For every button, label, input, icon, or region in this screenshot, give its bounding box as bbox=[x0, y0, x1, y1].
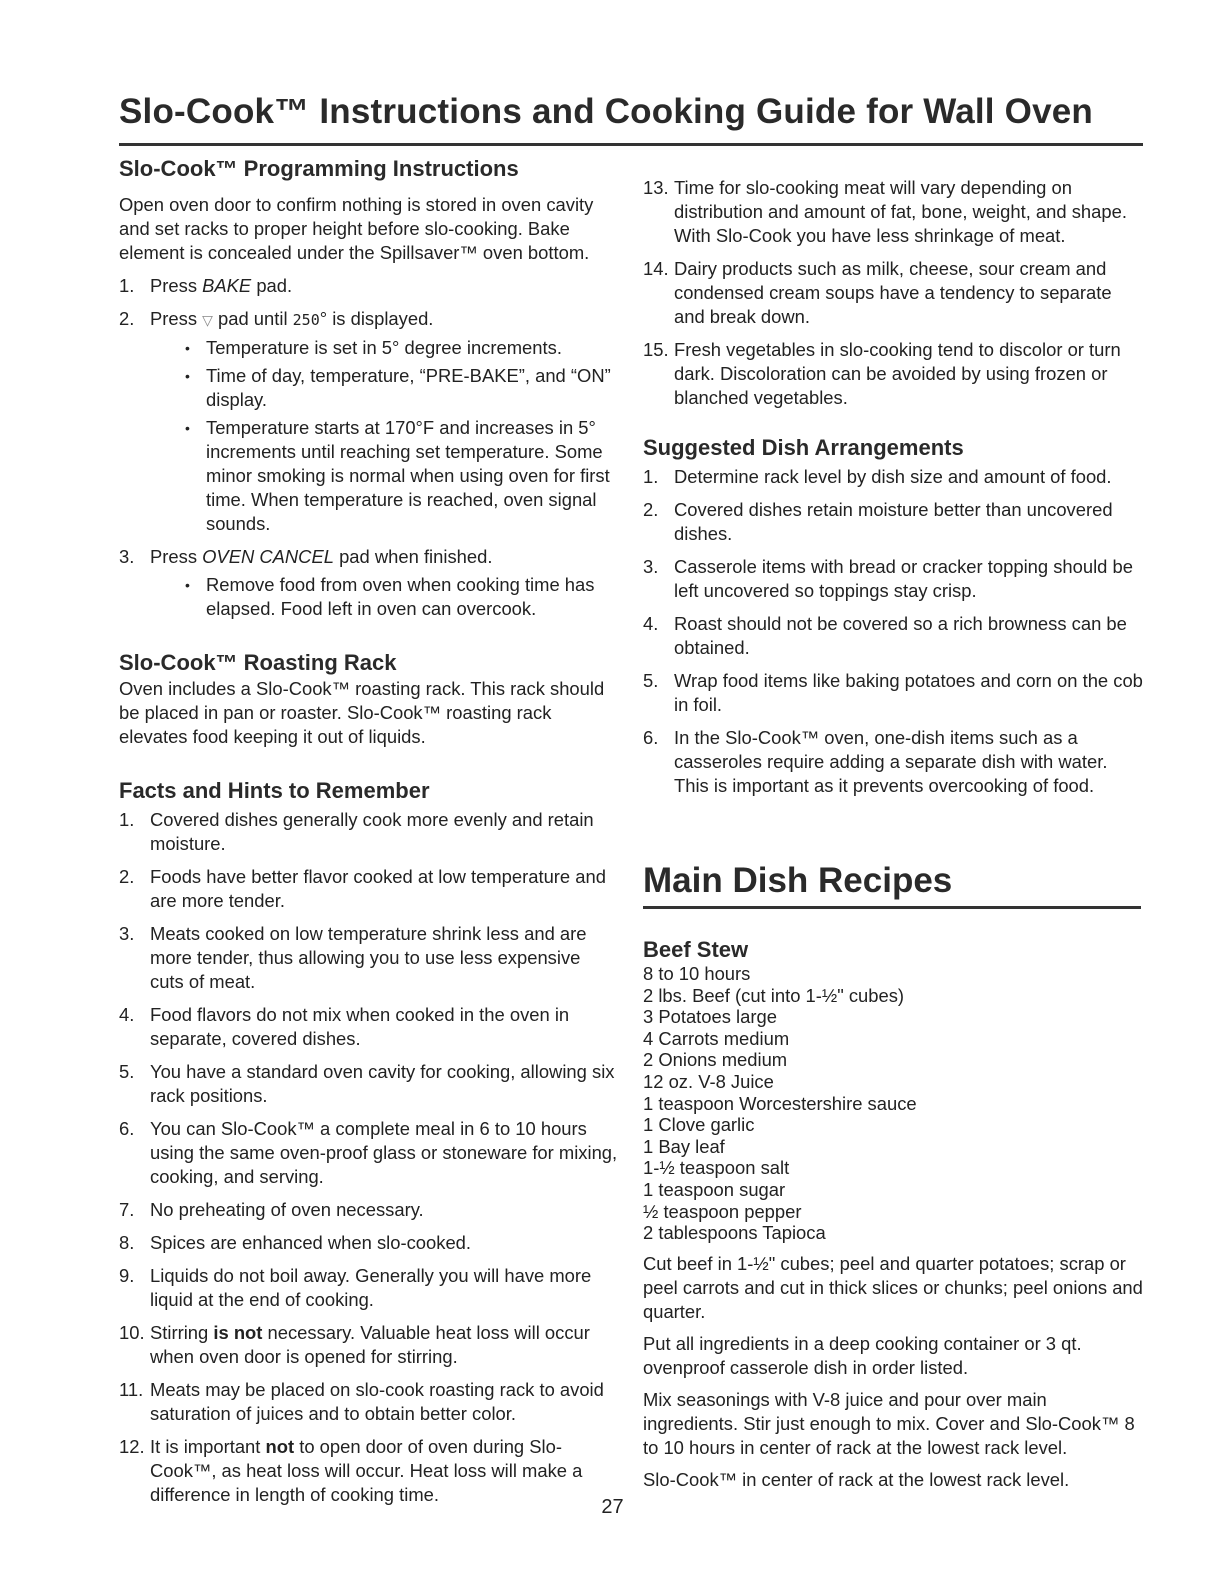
item-number: 13. bbox=[643, 177, 669, 198]
bullet-item: • Temperature starts at 170°F and increases in 5° increments until reaching set temperature. Some minor smoking is normal when using oven for first time. When temperature is reached, oven signal sounds. bbox=[150, 416, 619, 536]
facts-item bbox=[119, 1264, 619, 1312]
item-number: 2. bbox=[643, 499, 659, 520]
arrangement-item bbox=[643, 669, 1143, 717]
oven-cancel-pad-label: OVEN CANCEL bbox=[202, 546, 334, 567]
step-text: pad. bbox=[251, 275, 293, 296]
facts-list-continued bbox=[643, 176, 1143, 410]
recipes-section bbox=[643, 860, 1143, 909]
item-text: Covered dishes retain moisture better than uncovered dishes. bbox=[674, 499, 1113, 544]
facts-item bbox=[119, 865, 619, 913]
step-text: Press bbox=[150, 546, 203, 567]
item-text: Covered dishes generally cook more evenly and retain moisture. bbox=[150, 809, 594, 854]
item-text: Time for slo-cooking meat will vary depending on distribution and amount of fat, bone, weight, and shape. With Slo-Cook you have less shrinkage of meat. bbox=[674, 177, 1127, 246]
ingredient-line: 3 Potatoes large bbox=[643, 1006, 777, 1028]
step-text: Press bbox=[150, 308, 203, 329]
item-number: 6. bbox=[643, 727, 659, 748]
item-text: Foods have better flavor cooked at low temperature and are more tender. bbox=[150, 866, 606, 911]
emphasis-text: is not bbox=[213, 1322, 263, 1343]
step-number: 3. bbox=[119, 546, 135, 567]
item-number: 5. bbox=[643, 670, 659, 691]
ingredient-line: 1-½ teaspoon salt bbox=[643, 1157, 790, 1179]
step-number: 1. bbox=[119, 275, 135, 296]
arrangements-heading: Suggested Dish Arrangements bbox=[643, 435, 964, 460]
emphasis-text: not bbox=[265, 1436, 295, 1457]
item-number: 4. bbox=[643, 613, 659, 634]
page-title: Slo-Cook™ Instructions and Cooking Guide for Wall Oven bbox=[119, 92, 1093, 131]
bake-pad-label: BAKE bbox=[202, 275, 252, 296]
item-number: 5. bbox=[119, 1061, 135, 1082]
facts-item bbox=[119, 1321, 619, 1369]
step-text: pad until bbox=[212, 308, 293, 329]
ingredient-line: 12 oz. V-8 Juice bbox=[643, 1070, 774, 1092]
item-text: Wrap food items like baking potatoes and corn on the cob in foil. bbox=[674, 670, 1143, 715]
facts-item bbox=[119, 1003, 619, 1051]
item-text: You have a standard oven cavity for cooking, allowing six rack positions. bbox=[150, 1061, 615, 1106]
item-text: necessary. Valuable heat loss will occur when oven door is opened for stirring. bbox=[150, 1322, 590, 1367]
arrangement-item bbox=[643, 498, 1143, 546]
facts-item bbox=[119, 1117, 619, 1189]
ingredient-line: 1 Clove garlic bbox=[643, 1114, 755, 1136]
ingredient-line: 1 teaspoon sugar bbox=[643, 1178, 786, 1200]
item-text: In the Slo-Cook™ oven, one-dish items such as a casseroles require adding a separate dish with water. This is important as it prevents overcooking of food. bbox=[674, 727, 1108, 796]
step-number: 2. bbox=[119, 308, 135, 329]
facts-item bbox=[119, 1378, 619, 1426]
item-text: It is important bbox=[150, 1436, 266, 1457]
item-text: Roast should not be covered so a rich browness can be obtained. bbox=[674, 613, 1127, 658]
recipes-heading: Main Dish Recipes bbox=[643, 861, 953, 900]
item-number: 4. bbox=[119, 1004, 135, 1025]
item-text: Meats may be placed on slo-cook roasting rack to avoid saturation of juices and to obtain better color. bbox=[150, 1379, 604, 1424]
item-text: No preheating of oven necessary. bbox=[150, 1199, 424, 1220]
item-number: 1. bbox=[643, 466, 659, 487]
facts-list bbox=[119, 808, 619, 1507]
down-arrow-pad-icon: ▽ bbox=[202, 312, 213, 328]
item-number: 8. bbox=[119, 1232, 135, 1253]
item-text: Liquids do not boil away. Generally you will have more liquid at the end of cooking. bbox=[150, 1265, 592, 1310]
step-text: Press bbox=[150, 275, 203, 296]
arrangement-item bbox=[643, 555, 1143, 603]
recipe-paragraph: Cut beef in 1-½" cubes; peel and quarter potatoes; scrap or peel carrots and cut in thick slices or chunks; peel onions and quarter. bbox=[643, 1252, 1143, 1322]
step-text: ° is displayed. bbox=[319, 308, 434, 329]
item-text: Fresh vegetables in slo-cooking tend to discolor or turn dark. Discoloration can be avoided by using frozen or blanched vegetables. bbox=[674, 339, 1121, 408]
beef-stew-title: Beef Stew bbox=[643, 937, 749, 962]
arrangements-list bbox=[643, 465, 1143, 798]
item-text: Casserole items with bread or cracker topping should be left uncovered so toppings stay crisp. bbox=[674, 556, 1133, 601]
ingredient-line: 1 Bay leaf bbox=[643, 1135, 725, 1157]
ingredient-line: 2 lbs. Beef (cut into 1-½" cubes) bbox=[643, 984, 905, 1006]
beef-stew-ingredients bbox=[643, 963, 1143, 1244]
arrangement-item bbox=[643, 465, 1143, 489]
facts-item bbox=[119, 808, 619, 856]
step-3-bullets bbox=[150, 573, 619, 621]
programming-intro: Open oven door to confirm nothing is stored in oven cavity and set racks to proper height before slo-cooking. Bake element is concealed under the Spillsaver™ oven bottom. bbox=[119, 194, 594, 263]
recipe-paragraph: Put all ingredients in a deep cooking container or 3 qt. ovenproof casserole dish in order listed. bbox=[643, 1332, 1082, 1378]
item-number: 9. bbox=[119, 1265, 135, 1286]
title-rule bbox=[119, 143, 1143, 146]
item-text: Meats cooked on low temperature shrink less and are more tender, thus allowing you to use less expensive cuts of meat. bbox=[150, 923, 587, 992]
item-number: 15. bbox=[643, 339, 669, 360]
bullet-item: • Time of day, temperature, “PRE-BAKE”, and “ON” display. bbox=[150, 364, 619, 412]
item-number: 11. bbox=[119, 1379, 144, 1400]
item-text: Dairy products such as milk, cheese, sour cream and condensed cream soups have a tendency to separate and break down. bbox=[674, 258, 1112, 327]
item-number: 10. bbox=[119, 1322, 145, 1343]
item-text: You can Slo-Cook™ a complete meal in 6 to 10 hours using the same oven-proof glass or stoneware for mixing, cooking, and serving. bbox=[150, 1118, 618, 1187]
bullet-item: • Temperature is set in 5° degree increments. bbox=[150, 336, 619, 360]
item-text: Spices are enhanced when slo-cooked. bbox=[150, 1232, 472, 1253]
item-number: 14. bbox=[643, 258, 669, 279]
temperature-display: 250 bbox=[292, 311, 320, 329]
item-number: 7. bbox=[119, 1199, 135, 1220]
arrangement-item bbox=[643, 612, 1143, 660]
facts-item bbox=[119, 1231, 619, 1255]
item-text: Stirring bbox=[150, 1322, 214, 1343]
item-text: Food flavors do not mix when cooked in the oven in separate, covered dishes. bbox=[150, 1004, 570, 1049]
bullet-item: • Remove food from oven when cooking time has elapsed. Food left in oven can overcook. bbox=[150, 573, 619, 621]
recipe-paragraph: Mix seasonings with V-8 juice and pour over main ingredients. Stir just enough to mix. Cover and Slo-Cook™ 8 to 10 hours in center of rack at the lowest rack level. bbox=[643, 1388, 1135, 1458]
ingredient-line: 4 Carrots medium bbox=[643, 1027, 790, 1049]
item-number: 2. bbox=[119, 866, 135, 887]
arrangement-item bbox=[643, 726, 1143, 798]
roasting-heading: Slo-Cook™ Roasting Rack bbox=[119, 650, 397, 675]
programming-heading: Slo-Cook™ Programming Instructions bbox=[119, 156, 519, 181]
facts-item bbox=[643, 176, 1143, 248]
recipe-paragraph: Slo-Cook™ in center of rack at the lowest rack level. bbox=[643, 1468, 1070, 1490]
item-text: to open door of oven during Slo-Cook™, as heat loss will occur. Heat loss will make a difference in length of cooking time. bbox=[150, 1436, 583, 1505]
roasting-text: Oven includes a Slo-Cook™ roasting rack. This rack should be placed in pan or roaster. Slo-Cook™ roasting rack elevates food keeping it out of liquids. bbox=[119, 678, 605, 747]
programming-step-3 bbox=[119, 545, 619, 621]
ingredient-line: 1 teaspoon Worcestershire sauce bbox=[643, 1092, 917, 1114]
item-number: 12. bbox=[119, 1436, 145, 1457]
item-number: 6. bbox=[119, 1118, 135, 1139]
programming-step-2 bbox=[119, 307, 619, 536]
item-number: 3. bbox=[119, 923, 135, 944]
ingredient-line: 2 tablespoons Tapioca bbox=[643, 1222, 826, 1244]
ingredient-line: ½ teaspoon pepper bbox=[643, 1200, 802, 1222]
facts-item bbox=[643, 257, 1143, 329]
programming-steps bbox=[119, 274, 619, 621]
step-2-bullets bbox=[150, 336, 619, 536]
facts-item bbox=[643, 338, 1143, 410]
left-column bbox=[119, 155, 619, 1507]
ingredient-line: 8 to 10 hours bbox=[643, 963, 751, 984]
programming-step-1 bbox=[119, 274, 619, 298]
facts-item bbox=[119, 1198, 619, 1222]
item-number: 3. bbox=[643, 556, 659, 577]
right-column bbox=[643, 176, 1143, 1492]
step-text: pad when finished. bbox=[333, 546, 493, 567]
page-number: 27 bbox=[601, 1496, 624, 1518]
facts-heading: Facts and Hints to Remember bbox=[119, 778, 430, 803]
facts-item bbox=[119, 1060, 619, 1108]
item-number: 1. bbox=[119, 809, 135, 830]
recipes-rule bbox=[643, 906, 1141, 909]
item-text: Determine rack level by dish size and amount of food. bbox=[674, 466, 1112, 487]
facts-item bbox=[119, 922, 619, 994]
ingredient-line: 2 Onions medium bbox=[643, 1049, 788, 1071]
